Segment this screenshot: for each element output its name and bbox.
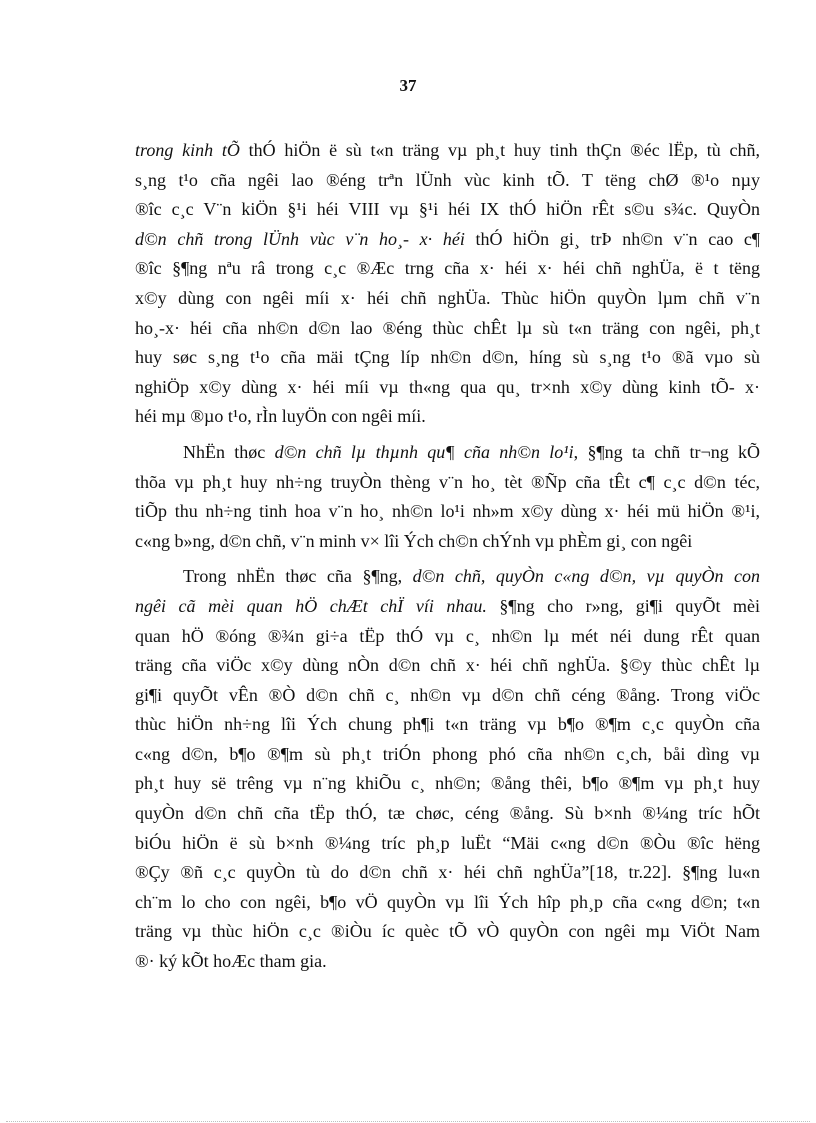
italic-text: d©n chñ, quyÒn c«ng d©n, vµ quyÒn con xyxy=(412,566,760,587)
text-run: c«ng b»ng, d©n chñ, v¨n minh v× lîi Ých ch©n chÝnh vµ phÈm gi¸ con ngêi xyxy=(135,530,693,551)
text-line xyxy=(135,468,760,498)
text-line xyxy=(135,136,760,166)
text-run: NhËn thøc xyxy=(183,441,275,462)
text-line xyxy=(135,562,760,592)
text-line xyxy=(135,497,760,527)
page-number: 37 xyxy=(399,76,417,95)
text-line xyxy=(135,829,760,859)
text-line xyxy=(135,343,760,373)
text-run: ho¸-x· héi cña nh©n d©n lao ®éng thùc chÊt lµ sù t«n träng con ngêi, ph¸t xyxy=(135,317,760,338)
text-line xyxy=(135,195,760,225)
text-run: c«ng d©n, b¶o ®¶m sù ph¸t triÓn phong phó cña nh©n c¸ch, båi dìng vµ xyxy=(135,743,760,764)
text-run: thÓ hiÖn gi¸ trÞ nh©n v¨n cao c¶ xyxy=(464,228,760,249)
text-run: héi mµ ®µo t¹o, rÌn luyÖn con ngêi míi. xyxy=(135,406,426,427)
text-run: gi¶i quyÕt vÊn ®Ò d©n chñ c¸ nh©n vµ d©n chñ céng ®ång. Trong viÖc xyxy=(135,684,760,705)
text-run: ®îc §¶ng nªu râ trong c¸c ®Æc trng cña x· héi x· héi chñ nghÜa, ë t tëng xyxy=(135,258,760,279)
paragraph xyxy=(135,562,760,976)
text-line xyxy=(135,858,760,888)
text-run: ®Çy ®ñ c¸c quyÒn tù do d©n chñ x· héi chñ nghÜa”[18, tr.22]. §¶ng lu«n xyxy=(135,862,760,883)
text-run: nghiÖp x©y dùng x· héi míi vµ th«ng qua qu¸ tr×nh x©y dùng kinh tÕ- x· xyxy=(135,376,760,397)
text-run: Trong nhËn thøc cña §¶ng, xyxy=(183,566,413,587)
text-line xyxy=(135,888,760,918)
text-line xyxy=(135,373,760,403)
paragraph xyxy=(135,438,760,556)
text-line xyxy=(135,681,760,711)
text-run: quyÒn d©n chñ cña tËp thÓ, tæ chøc, céng ®ång. Sù b×nh ®¼ng tríc hÕt xyxy=(135,803,760,824)
text-line xyxy=(135,527,760,557)
text-line xyxy=(135,917,760,947)
text-line xyxy=(135,284,760,314)
text-run: träng vµ thùc hiÖn c¸c ®iÒu íc quèc tÕ vÒ quyÒn con ngêi mµ ViÖt Nam xyxy=(135,921,760,942)
text-run: §¶ng cho r»ng, gi¶i quyÕt mèi xyxy=(486,595,760,616)
text-run: , §¶ng ta chñ tr¬ng kÕ xyxy=(573,441,760,462)
text-run: thÓ hiÖn ë sù t«n träng vµ ph¸t huy tinh thÇn ®éc lËp, tù chñ, xyxy=(239,140,760,160)
text-line xyxy=(135,769,760,799)
text-line xyxy=(135,166,760,196)
text-line xyxy=(135,592,760,622)
text-run: ph¸t huy së trêng vµ n¨ng khiÕu c¸ nh©n; ®ång thêi, b¶o ®¶m vµ ph¸t huy xyxy=(135,773,760,794)
text-run: s¸ng t¹o cña ngêi lao ®éng trªn lÜnh vùc kinh tÕ. T tëng chØ ®¹o nµy xyxy=(135,169,760,190)
italic-text: d©n chñ lµ thµnh qu¶ cña nh©n lo¹i xyxy=(274,441,574,462)
text-line xyxy=(135,799,760,829)
text-line xyxy=(135,651,760,681)
body-text xyxy=(135,136,760,977)
page-bottom-border xyxy=(6,1121,810,1122)
text-run: ®îc c¸c V¨n kiÖn §¹i héi VIII vµ §¹i héi IX thÓ hiÖn rÊt s©u s¾c. QuyÒn xyxy=(135,199,760,220)
text-line xyxy=(135,622,760,652)
italic-text: ngêi cã mèi quan hÖ chÆt chÏ víi nhau. xyxy=(135,595,487,616)
text-run: träng cña viÖc x©y dùng nÒn d©n chñ x· héi chñ nghÜa. §©y thùc chÊt lµ xyxy=(135,655,760,676)
text-run: thõa vµ ph¸t huy nh÷ng truyÒn thèng v¨n ho¸ tèt ®Ñp cña tÊt c¶ c¸c d©n téc, xyxy=(135,471,760,492)
paragraph xyxy=(135,136,760,432)
text-line xyxy=(135,254,760,284)
text-run: huy søc s¸ng t¹o cña mäi tÇng líp nh©n d©n, híng sù s¸ng t¹o ®ã vµo sù xyxy=(135,347,760,368)
text-line xyxy=(135,710,760,740)
text-line xyxy=(135,225,760,255)
text-run: ch¨m lo cho con ngêi, b¶o vÖ quyÒn vµ lîi Ých hîp ph¸p cña c«ng d©n; t«n xyxy=(135,891,760,912)
text-run: ®· ký kÕt hoÆc tham gia. xyxy=(135,951,327,972)
text-run: quan hÖ ®óng ®¾n gi÷a tËp thÓ vµ c¸ nh©n lµ mét néi dung rÊt quan xyxy=(135,625,760,646)
text-run: tiÕp thu nh÷ng tinh hoa v¨n ho¸ nh©n lo¹i nh»m x©y dùng x· héi mü hiÖn ®¹i, xyxy=(135,501,760,522)
italic-text: d©n chñ trong lÜnh vùc v¨n ho¸- x· héi xyxy=(135,228,465,249)
text-line xyxy=(135,947,760,977)
text-line xyxy=(135,314,760,344)
text-run: x©y dùng con ngêi míi x· héi chñ nghÜa. Thùc hiÖn quyÒn lµm chñ v¨n xyxy=(135,287,760,308)
text-line xyxy=(135,438,760,468)
text-line xyxy=(135,402,760,432)
text-line xyxy=(135,740,760,770)
text-run: thùc hiÖn nh÷ng lîi Ých chung ph¶i t«n träng vµ b¶o ®¶m c¸c quyÒn cña xyxy=(135,714,760,735)
text-run: biÓu hiÖn ë sù b×nh ®¼ng tríc ph¸p luËt “Mäi c«ng d©n ®Òu ®îc hëng xyxy=(135,832,760,853)
italic-text: trong kinh tÕ xyxy=(135,140,240,160)
